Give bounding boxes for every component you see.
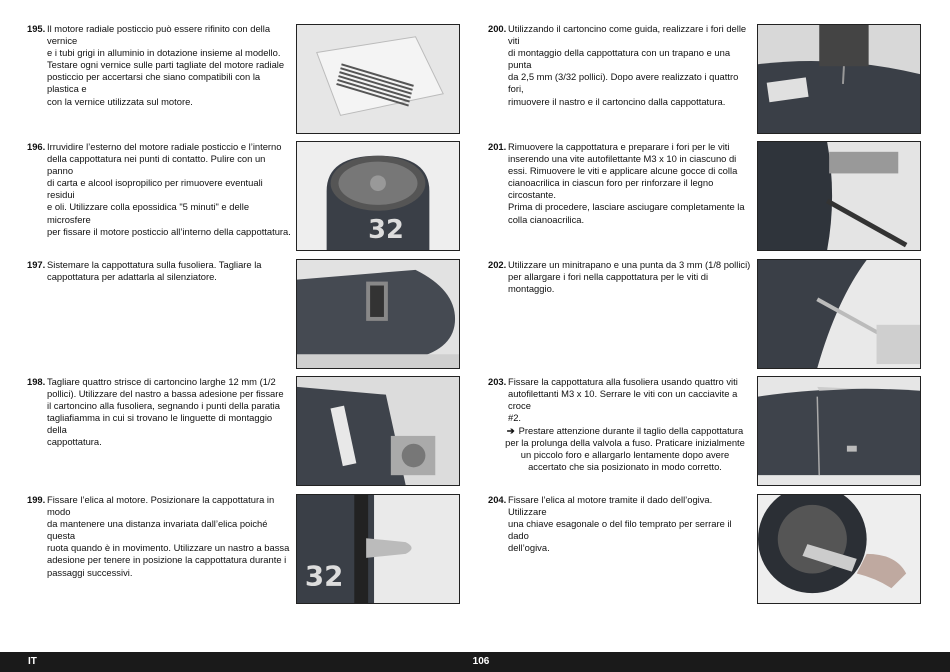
step-line: pollici). Utilizzare del nastro a bassa adesione per fissare [47, 388, 284, 400]
caution-note [500, 425, 750, 473]
step-number: 202. [488, 259, 507, 270]
step-text [508, 141, 753, 226]
photo-step-200-drill [757, 24, 921, 134]
step-text [508, 376, 753, 424]
step-line: Tagliare quattro strisce di cartoncino larghe 12 mm (1/2 [47, 376, 276, 387]
step-line: Fissare la cappottatura alla fusoliera usando quattro viti [508, 376, 738, 387]
note-text: Prestare attenzione durante il taglio della cappottatura [518, 425, 744, 436]
page-number: 106 [472, 656, 490, 667]
step-number: 197. [27, 259, 46, 270]
step-line: Utilizzando il cartoncino come guida, realizzare i fori delle viti [508, 23, 747, 47]
step-text [508, 23, 753, 108]
step-text [47, 23, 292, 108]
step-number: 200. [488, 23, 507, 34]
step-line: Sistemare la cappottatura sulla fusoliera. Tagliare la [47, 259, 262, 270]
step-line: Rimuovere la cappottatura e preparare i fori per le viti [508, 141, 730, 152]
note-line: per la prolunga della valvola a fuso. Praticare inizialmente [505, 437, 745, 449]
step-line: e oli. Utilizzare colla epossidica "5 minuti" e delle microsfere [47, 201, 250, 225]
step-line: ruota quando è in movimento. Utilizzare un nastro a bassa [47, 542, 290, 554]
step-line: e i tubi grigi in alluminio in dotazione insieme al modello. [47, 47, 281, 59]
step-line: cianoacrilica in ciascun foro per rinforzare il legno circostante. [508, 177, 714, 201]
step-text [508, 259, 753, 295]
photo-step-196-cowl [296, 141, 460, 251]
step-line: della cappottatura nei punti di contatto. Pulire con un panno [47, 153, 266, 177]
step-line: cappottatura per adattarla al silenziatore. [47, 271, 217, 283]
photo-step-204-spinner-nut [757, 494, 921, 604]
step-text [47, 494, 292, 579]
step-line: passaggi successivi. [47, 566, 133, 578]
step-text [508, 494, 753, 554]
step-line: posticcio per accertarsi che siano compatibili con la plastica e [47, 71, 261, 95]
step-text [47, 141, 292, 238]
step-number: 201. [488, 141, 507, 152]
arrow-right-icon: ➔ [506, 425, 515, 436]
step-line: il cartoncino alla fusoliera, segnando i punti della paratia [47, 400, 280, 412]
step-line: dell’ogiva. [508, 542, 550, 554]
step-line: di carta e alcool isopropilico per rimuovere eventuali residui [47, 177, 263, 201]
step-line: cappottatura. [47, 436, 102, 448]
page-footer [0, 652, 950, 672]
photo-step-201-screwdriver [757, 141, 921, 251]
step-number: 196. [27, 141, 46, 152]
step-line: essi. Rimuovere le viti e applicare alcune gocce di colla [508, 165, 738, 177]
step-line: da mantenere una distanza invariata dall’elica poiché questa [47, 518, 268, 542]
step-line: Irruvidire l’esterno del motore radiale posticcio e l’interno [47, 141, 282, 152]
cowl-number: 32 [368, 215, 404, 246]
photo-step-203-mounted-cowl [757, 376, 921, 486]
step-line: Testare ogni vernice sulle parti tagliate del motore radiale [47, 59, 285, 71]
note-line [500, 425, 750, 437]
step-number: 199. [27, 494, 46, 505]
step-line: Prima di procedere, lasciare asciugare completamente la [508, 201, 745, 213]
step-line: Utilizzare un minitrapano e una punta da 3 mm (1/8 pollici) [508, 259, 751, 270]
language-label: IT [28, 656, 37, 667]
step-line: inserendo una vite autofilettante M3 x 10 in ciascuno di [508, 153, 737, 165]
photo-step-197-fuselage [296, 259, 460, 369]
step-line: Fissare l’elica al motore tramite il dado dell’ogiva. Utilizzare [508, 494, 713, 518]
note-line: un piccolo foro e allargarlo lentamente dopo avere [520, 449, 730, 461]
note-line: accertato che sia posizionato in modo corretto. [528, 461, 722, 473]
step-line: da 2,5 mm (3/32 pollici). Dopo avere realizzato i quattro fori, [508, 71, 739, 95]
step-line: per fissare il motore posticcio all’interno della cappottatura. [47, 225, 291, 237]
step-line: Fissare l’elica al motore. Posizionare la cappottatura in modo [47, 494, 275, 518]
step-line: Il motore radiale posticcio può essere rifinito con della vernice [47, 23, 271, 47]
step-line: rimuovere il nastro e il cartoncino dalla cappottatura. [508, 95, 726, 107]
step-line: di montaggio della cappottatura con un trapano e una punta [508, 47, 731, 71]
step-number: 204. [488, 494, 507, 505]
step-number: 198. [27, 376, 46, 387]
photo-step-195-tubes [296, 24, 460, 134]
step-number: 195. [27, 23, 46, 34]
step-line: adesione per tenere in posizione la cappottatura durante i [47, 554, 287, 566]
photo-step-199-propeller [296, 494, 460, 604]
step-line: autofilettanti M3 x 10. Serrare le viti con un cacciavite a croce [508, 388, 738, 412]
step-line: una chiave esagonale o del filo temprato per serrare il dado [508, 518, 732, 542]
step-line: per allargare i fori nella cappottatura per le viti di montaggio. [508, 271, 709, 295]
fuselage-number: 32 [304, 559, 344, 593]
step-line: colla cianoacrilica. [508, 213, 585, 225]
step-text [47, 376, 292, 449]
photo-step-198-cardstock [296, 376, 460, 486]
step-line: tagliafiamma in cui si trovano le linguette di montaggio della [47, 412, 273, 436]
step-text [47, 259, 262, 283]
step-number: 203. [488, 376, 507, 387]
step-line: #2. [508, 412, 522, 424]
step-line: con la vernice utilizzata sul motore. [47, 95, 193, 107]
photo-step-202-minidrill [757, 259, 921, 369]
